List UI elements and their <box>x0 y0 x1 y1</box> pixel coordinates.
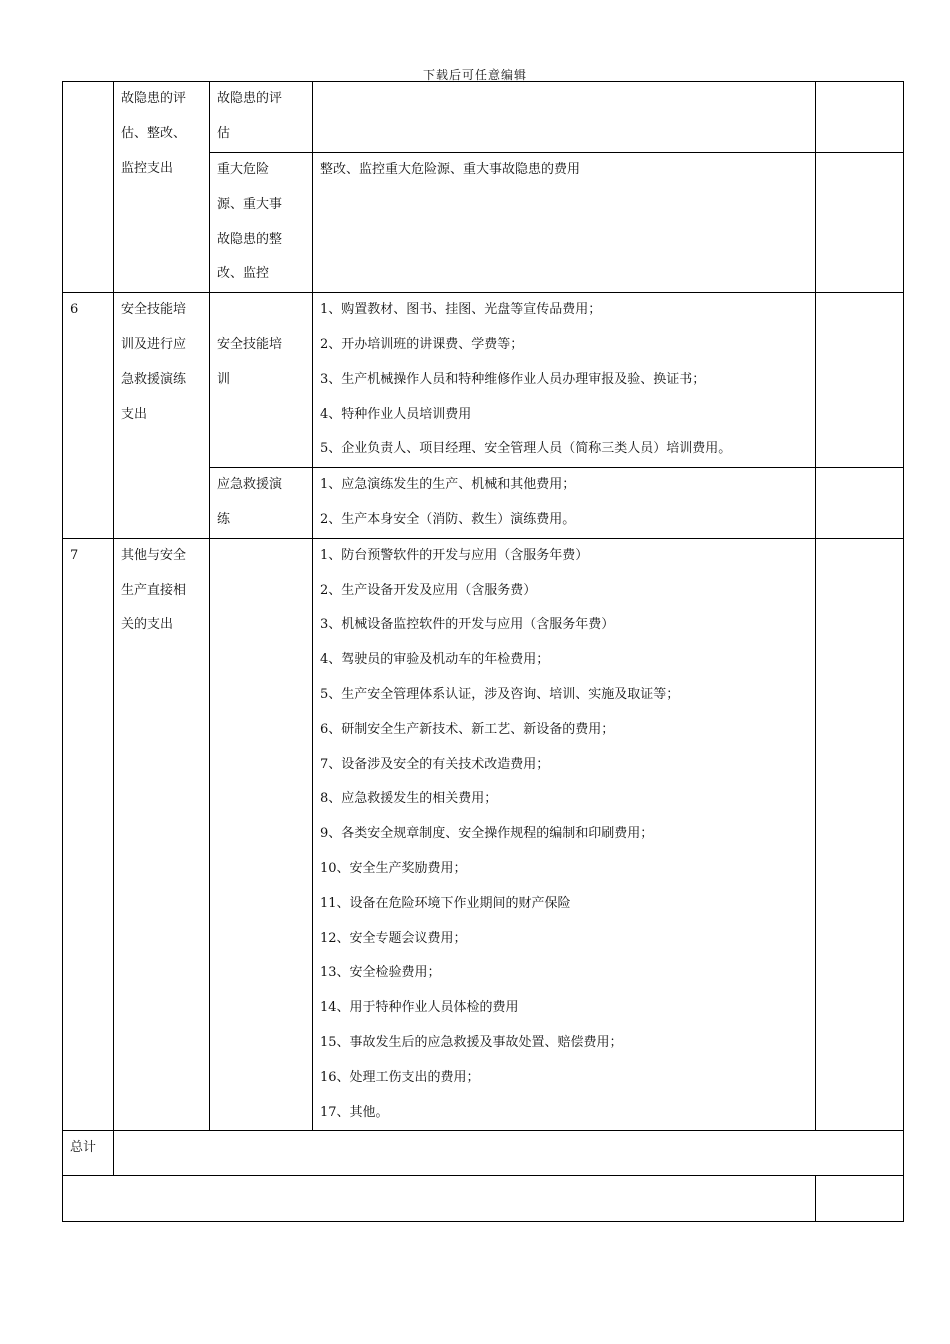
category-line: 估、整改、 <box>121 125 187 141</box>
details-cell <box>313 153 816 293</box>
blank-cell <box>63 1176 816 1222</box>
table-row-7 <box>63 538 904 1131</box>
subcategory-line: 重大危险 <box>217 162 270 177</box>
detail-line: 2、生产本身安全（消防、救生）演练费用。 <box>320 511 576 527</box>
detail-line: 1、购置教材、图书、挂图、光盘等宣传品费用； <box>320 302 602 318</box>
detail-line: 6、研制安全生产新技术、新工艺、新设备的费用； <box>320 721 615 737</box>
amount-cell <box>816 82 904 153</box>
detail-line: 8、应急救援发生的相关费用； <box>320 791 498 807</box>
detail-line: 5、生产安全管理体系认证，涉及咨询、培训、实施及取证等； <box>320 686 680 702</box>
detail-line: 4、特种作业人员培训费用 <box>320 406 472 422</box>
subcategory-line: 应急救援演 <box>217 477 283 493</box>
subcategory-cell <box>210 153 313 293</box>
subcategory-cell <box>210 82 313 153</box>
category-line: 故隐患的评 <box>121 91 187 106</box>
amount-cell <box>816 293 904 468</box>
num-cell <box>63 82 114 293</box>
details-cell <box>313 82 816 153</box>
num-cell <box>63 538 114 1131</box>
total-label-cell <box>63 1131 114 1176</box>
category-cell <box>114 293 210 539</box>
details-cell <box>313 468 816 539</box>
amount-cell <box>816 468 904 539</box>
category-line: 训及进行应 <box>121 336 187 352</box>
amount-cell <box>816 538 904 1131</box>
category-line: 安全技能培 <box>121 302 187 318</box>
subcategory-cell <box>210 468 313 539</box>
subcategory-cell <box>210 538 313 1131</box>
subcategory-cell <box>210 293 313 468</box>
category-cell <box>114 538 210 1131</box>
table-row-6a <box>63 293 904 468</box>
detail-line: 2、生产设备开发及应用（含服务费） <box>320 582 537 598</box>
category-line: 其他与安全 <box>121 547 187 563</box>
detail-line: 1、应急演练发生的生产、机械和其他费用； <box>320 477 576 493</box>
detail-line: 14、用于特种作业人员体检的费用 <box>320 1000 519 1016</box>
details-cell <box>313 538 816 1131</box>
row-number: 7 <box>70 547 79 563</box>
detail-line: 13、安全检验费用； <box>320 965 441 981</box>
detail-line: 9、各类安全规章制度、安全操作规程的编制和印刷费用； <box>320 826 654 842</box>
subcategory-line: 安全技能培 <box>217 336 283 352</box>
total-row <box>63 1131 904 1176</box>
detail-line: 3、机械设备监控软件的开发与应用（含服务年费） <box>320 617 615 633</box>
subcategory-line: 改、监控 <box>217 266 270 282</box>
table-row-5a <box>63 82 904 153</box>
detail-line: 4、驾驶员的审验及机动车的年检费用； <box>320 652 550 668</box>
subcategory-line: 练 <box>217 511 231 527</box>
detail-line: 17、其他。 <box>320 1104 389 1120</box>
header-note: 下载后可任意编辑 <box>422 68 527 82</box>
detail-line: 2、开办培训班的讲课费、学费等； <box>320 336 524 352</box>
detail-line: 11、设备在危险环境下作业期间的财产保险 <box>320 895 571 911</box>
category-line: 关的支出 <box>121 617 174 633</box>
subcategory-line: 故隐患的评 <box>217 91 283 106</box>
category-line: 支出 <box>121 406 148 422</box>
detail-line: 整改、监控重大危险源、重大事故隐患的费用 <box>320 162 581 177</box>
subcategory-line: 估 <box>217 125 231 141</box>
detail-line: 3、生产机械操作人员和特种维修作业人员办理审报及验、换证书； <box>320 371 706 387</box>
expense-table <box>62 81 904 1222</box>
detail-line: 10、安全生产奖励费用； <box>320 860 467 876</box>
num-cell <box>63 293 114 539</box>
category-line: 生产直接相 <box>121 582 187 598</box>
detail-line: 7、设备涉及安全的有关技术改造费用； <box>320 756 550 772</box>
blank-row <box>63 1176 904 1222</box>
detail-line: 1、防台预警软件的开发与应用（含服务年费） <box>320 547 589 563</box>
blank-amount-cell <box>816 1176 904 1222</box>
total-value-cell <box>114 1131 904 1176</box>
detail-line: 12、安全专题会议费用； <box>320 930 467 946</box>
detail-line: 5、企业负责人、项目经理、安全管理人员（简称三类人员）培训费用。 <box>320 441 732 457</box>
category-line: 监控支出 <box>121 160 174 176</box>
detail-line: 16、处理工伤支出的费用； <box>320 1069 480 1085</box>
subcategory-line: 源、重大事 <box>217 196 283 212</box>
category-line: 急救援演练 <box>121 371 187 387</box>
amount-cell <box>816 153 904 293</box>
row-number: 6 <box>70 302 79 318</box>
subcategory-line: 故隐患的整 <box>217 231 283 247</box>
total-label: 总计 <box>70 1140 97 1156</box>
subcategory-line <box>217 293 305 328</box>
subcategory-line: 训 <box>217 371 231 387</box>
category-cell <box>114 82 210 293</box>
detail-line: 15、事故发生后的应急救援及事故处置、赔偿费用； <box>320 1034 623 1050</box>
details-cell <box>313 293 816 468</box>
